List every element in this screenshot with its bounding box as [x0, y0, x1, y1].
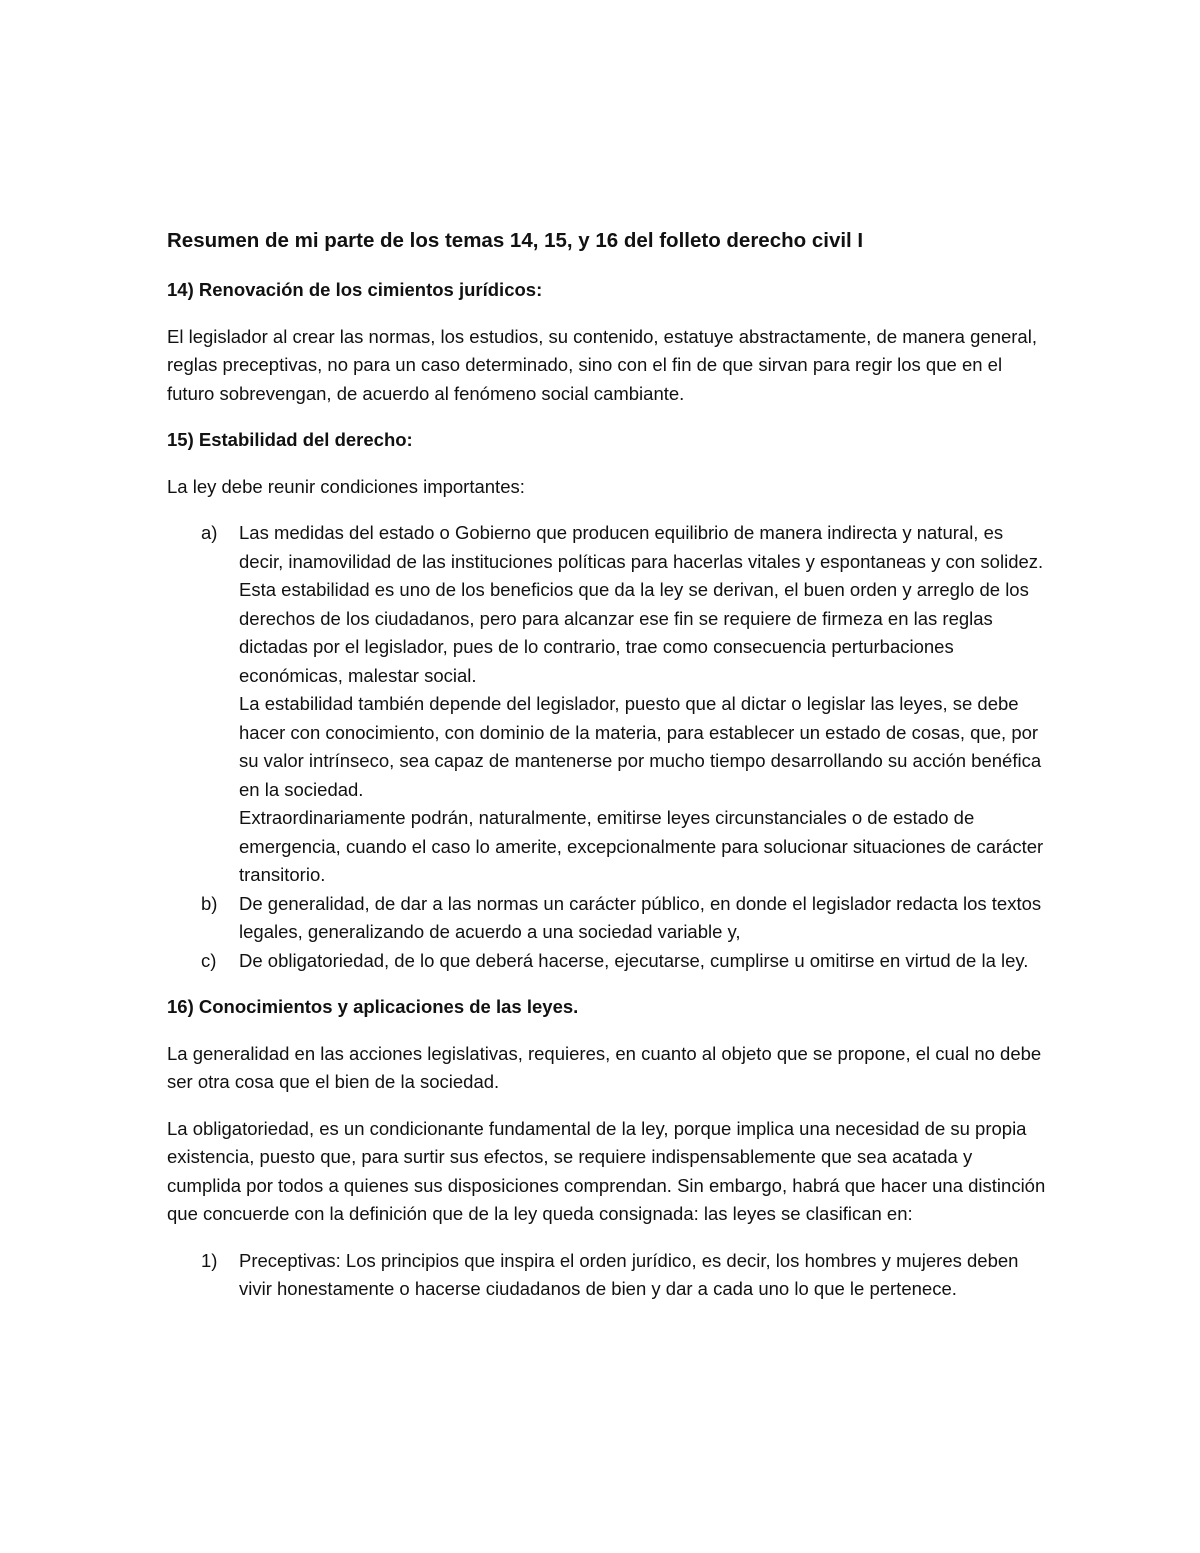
list-item-body — [239, 1247, 1047, 1304]
list-item-a — [167, 519, 1047, 890]
list-item-c — [167, 947, 1047, 976]
list-item-paragraph: De obligatoriedad, de lo que deberá hacerse, ejecutarse, cumplirse u omitirse en virtud de la ley. — [239, 949, 1029, 971]
list-item-body — [239, 890, 1047, 947]
document-title: Resumen de mi parte de los temas 14, 15, y 16 del folleto derecho civil I — [167, 229, 864, 252]
section-15-heading: 15) Estabilidad del derecho: — [167, 429, 413, 450]
section-14-paragraph: El legislador al crear las normas, los estudios, su contenido, estatuye abstractamente, de manera general, reglas preceptivas, no para un caso determinado, sino con el fin de que sirvan para regir los que en el futuro sobrevengan, de acuerdo al fenómeno social cambiante. — [167, 325, 1037, 404]
list-marker: 1) — [201, 1249, 218, 1271]
list-item-body — [239, 519, 1047, 890]
list-marker: b) — [201, 892, 218, 914]
section-16-list — [167, 1247, 1047, 1304]
section-16-paragraph: La obligatoriedad, es un condicionante fundamental de la ley, porque implica una necesidad de su propia existencia, puesto que, para surtir sus efectos, se requiere indispensablemente que sea acatada y cumplida por todos a quienes sus disposiciones comprendan. Sin embargo, habrá que hacer una distinción que concuerde con la definición que de la ley queda consignada: las leyes se clasifican en: — [167, 1117, 1046, 1224]
section-16-paragraph: La generalidad en las acciones legislativas, requieres, en cuanto al objeto que se propone, el cual no debe ser otra cosa que el bien de la sociedad. — [167, 1042, 1042, 1092]
section-15-intro: La ley debe reunir condiciones importantes: — [167, 475, 525, 497]
document-page — [167, 226, 1047, 1322]
list-item-paragraph: De generalidad, de dar a las normas un carácter público, en donde el legislador redacta los textos legales, generalizando de acuerdo a una sociedad variable y, — [239, 892, 1042, 942]
list-item-paragraph: Las medidas del estado o Gobierno que producen equilibrio de manera indirecta y natural, es decir, inamovilidad de las instituciones políticas para hacerlas vitales y espontaneas y con solidez. — [239, 522, 1044, 572]
list-item-b — [167, 890, 1047, 947]
section-16-heading: 16) Conocimientos y aplicaciones de las leyes. — [167, 996, 579, 1017]
list-item-paragraph: La estabilidad también depende del legislador, puesto que al dictar o legislar las leyes, se debe hacer con conocimiento, con dominio de la materia, para establecer un estado de cosas, que, por su valor intrínseco, sea capaz de mantenerse por mucho tiempo desarrollando su acción benéfica en la sociedad. — [239, 693, 1042, 800]
section-14-heading: 14) Renovación de los cimientos jurídicos: — [167, 279, 543, 300]
list-item-1 — [167, 1247, 1047, 1304]
list-item-paragraph: Esta estabilidad es uno de los beneficios que da la ley se derivan, el buen orden y arreglo de los derechos de los ciudadanos, pero para alcanzar ese fin se requiere de firmeza en las reglas dictadas por el legislador, pues de lo contrario, trae como consecuencia perturbaciones económicas, malestar social. — [239, 579, 1029, 686]
list-item-paragraph: Extraordinariamente podrán, naturalmente, emitirse leyes circunstanciales o de estado de emergencia, cuando el caso lo amerite, excepcionalmente para solucionar situaciones de carácter transitorio. — [239, 807, 1044, 885]
section-15-list — [167, 519, 1047, 975]
list-marker: a) — [201, 522, 218, 543]
list-marker: c) — [201, 949, 217, 971]
list-item-paragraph: Preceptivas: Los principios que inspira el orden jurídico, es decir, los hombres y mujeres deben vivir honestamente o hacerse ciudadanos de bien y dar a cada uno lo que le pertenece. — [239, 1249, 1019, 1299]
list-item-body — [239, 947, 1047, 976]
